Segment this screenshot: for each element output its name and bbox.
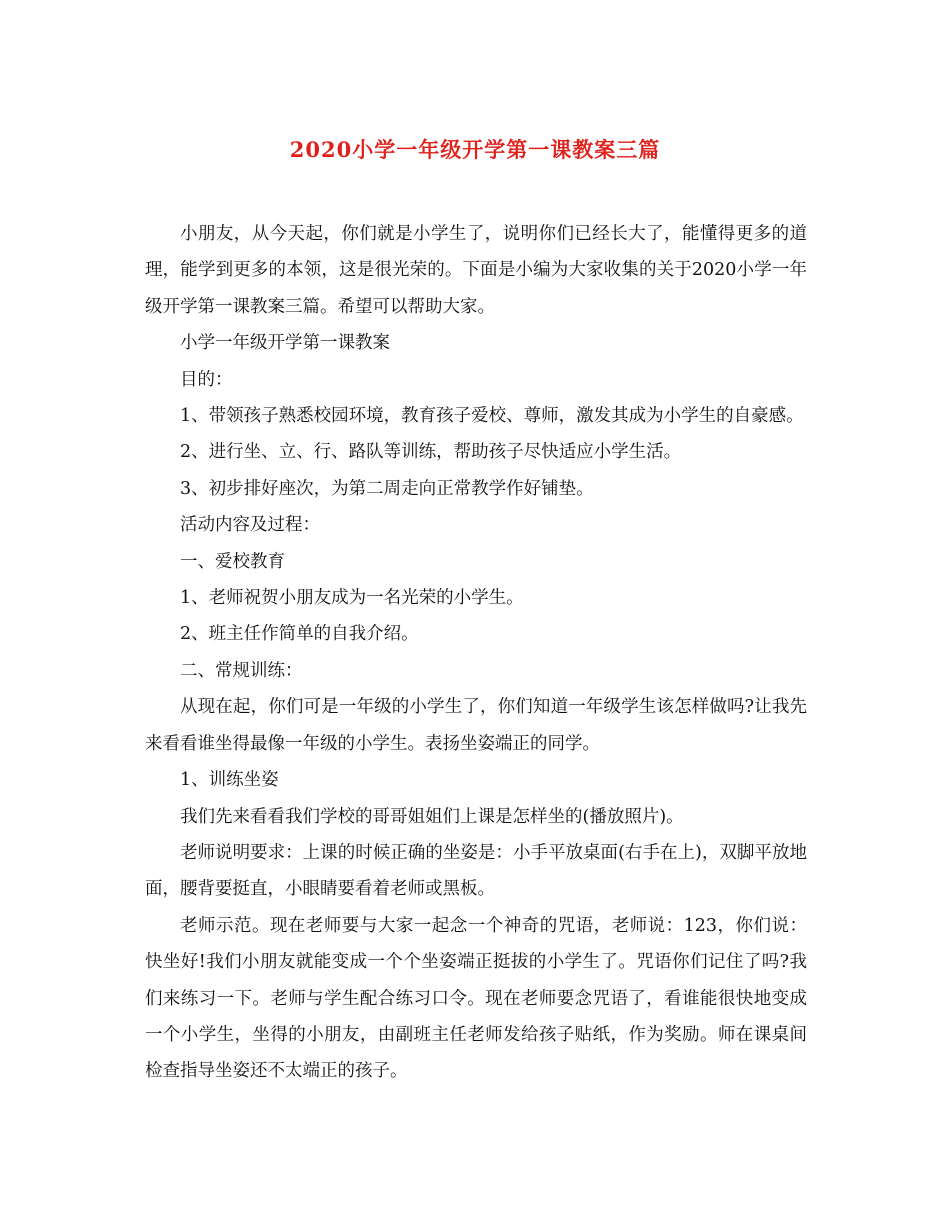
activity-label: 活动内容及过程： <box>180 515 320 536</box>
part-one-item-2: 2、班主任作简单的自我介绍。 <box>180 624 419 645</box>
part-two-intro: 从现在起，你们可是一年级的小学生了，你们知道一年级学生该怎样做吗?让我先来看看谁坐得最像一年级的小学生。表扬坐姿端正的同学。 <box>145 697 807 754</box>
part-one-item-1: 1、老师祝贺小朋友成为一名光荣的小学生。 <box>180 588 524 609</box>
teacher-demo-paragraph: 老师示范。现在老师要与大家一起念一个神奇的咒语，老师说：123，你们说：快坐好!我们小朋友就能变成一个个坐姿端正挺拔的小学生了。咒语你们记住了吗?我们来练习一下。老师与学生配合练习口令。现在老师要念咒语了，看谁能很快地变成一个小学生，坐得的小朋友，由副班主任老师发给孩子贴纸，作为奖励。师在课桌间检查指导坐姿还不太端正的孩子。 <box>145 915 807 1082</box>
document-body <box>145 216 807 1090</box>
sitting-photo-paragraph: 我们先来看看我们学校的哥哥姐姐们上课是怎样坐的(播放照片)。 <box>180 806 684 827</box>
objective-item-3: 3、初步排好座次，为第二周走向正常教学作好铺垫。 <box>180 478 594 499</box>
part-two-heading: 二、常规训练： <box>180 660 303 681</box>
sitting-requirements-paragraph: 老师说明要求：上课的时候正确的坐姿是：小手平放桌面(右手在上)，双脚平放地面，腰背要挺直，小眼睛要看着老师或黑板。 <box>145 842 807 900</box>
part-one-heading: 一、爱校教育 <box>180 551 285 572</box>
section-heading: 小学一年级开学第一课教案 <box>180 333 390 354</box>
objective-label: 目的： <box>180 369 233 390</box>
sitting-training-heading: 1、训练坐姿 <box>180 770 279 791</box>
document-title: 2020小学一年级开学第一课教案三篇 <box>289 137 661 162</box>
objective-item-2: 2、进行坐、立、行、路队等训练，帮助孩子尽快适应小学生活。 <box>180 442 682 463</box>
intro-paragraph: 小朋友，从今天起，你们就是小学生了，说明你们已经长大了，能懂得更多的道理，能学到更多的本领，这是很光荣的。下面是小编为大家收集的关于2020小学一年级开学第一课教案三篇。希望可以帮助大家。 <box>145 224 807 317</box>
objective-item-1: 1、带领孩子熟悉校园环境，教育孩子爱校、尊师，激发其成为小学生的自豪感。 <box>180 406 804 427</box>
